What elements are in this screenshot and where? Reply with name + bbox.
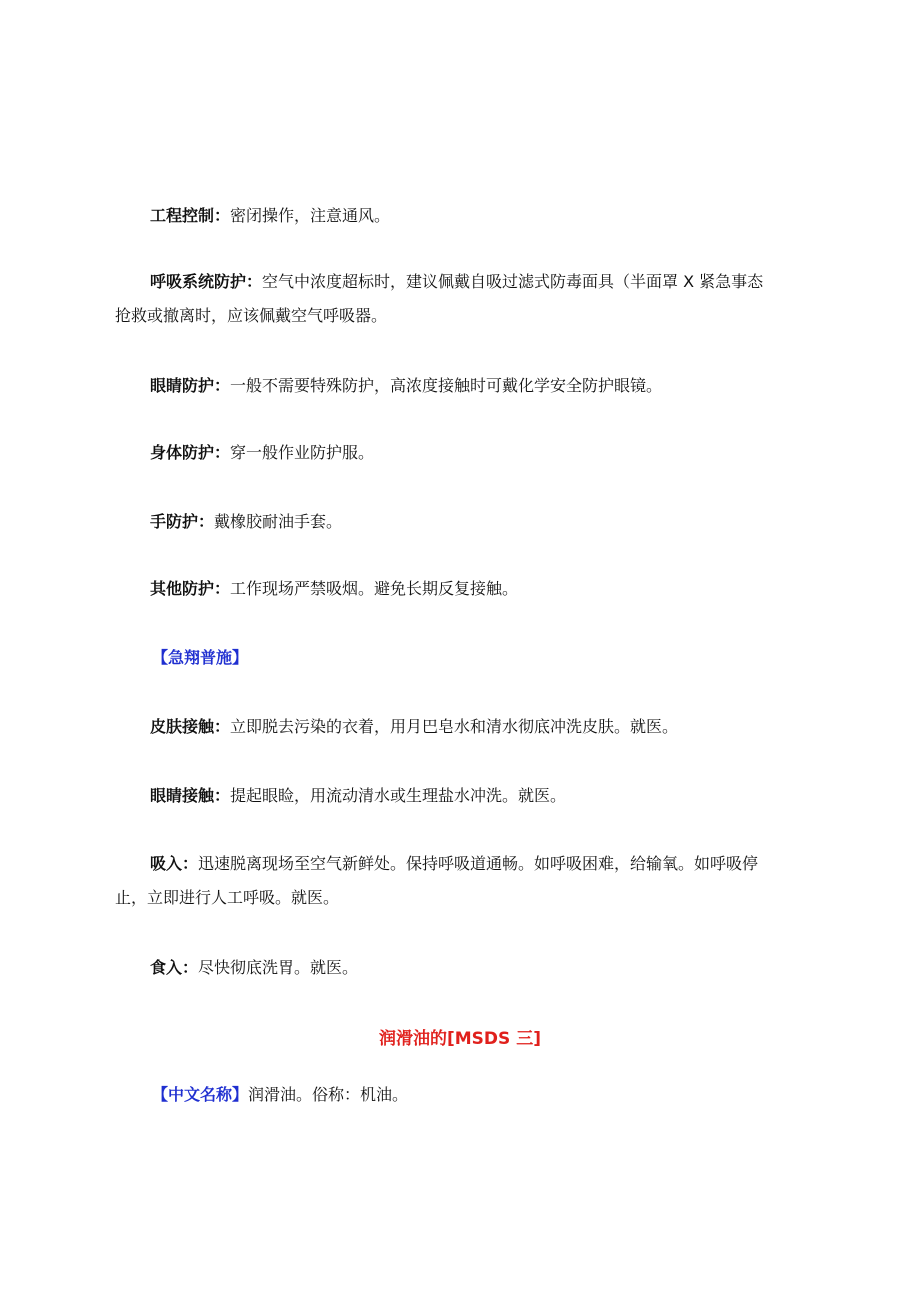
inhalation-text-line1: 迅速脱离现场至空气新鲜处。保持呼吸道通畅。如呼吸困难，给输氧。如呼吸停 <box>198 854 759 873</box>
eye-contact-paragraph <box>150 779 802 813</box>
respiratory-protection-text-line1: 空气中浓度超标时，建议佩戴自吸过滤式防毒面具（半面罩 X 紧急事态 <box>262 272 764 291</box>
first-aid-heading: 【急翔普施】 <box>152 648 249 667</box>
ingestion-text: 尽快彻底洗胃。就医。 <box>198 958 359 977</box>
chinese-name-paragraph <box>152 1078 804 1112</box>
body-protection-text: 穿一般作业防护服。 <box>230 443 375 462</box>
colon: ： <box>182 854 199 873</box>
colon: ： <box>214 579 231 598</box>
colon: ： <box>182 958 199 977</box>
ingestion-paragraph <box>150 951 802 985</box>
hand-protection-paragraph <box>150 505 802 539</box>
eye-protection-text: 一般不需要特殊防护，高浓度接触时可戴化学安全防护眼镜。 <box>230 376 663 395</box>
inhalation-text-line2: 止，立即进行人工呼吸。就医。 <box>115 888 340 907</box>
respiratory-protection-text-line2: 抢救或撤离时，应该佩戴空气呼吸器。 <box>115 306 388 325</box>
inhalation-paragraph <box>115 847 802 915</box>
other-protection-text: 工作现场严禁吸烟。避免长期反复接触。 <box>230 579 519 598</box>
colon: ： <box>246 272 263 291</box>
colon: ： <box>214 206 231 225</box>
colon: ： <box>214 443 231 462</box>
engineering-control-text: 密闭操作，注意通风。 <box>230 206 391 225</box>
chinese-name-text: 润滑油。俗称：机油。 <box>248 1085 409 1104</box>
eye-contact-text: 提起眼睑，用流动清水或生理盐水冲洗。就医。 <box>230 786 567 805</box>
other-protection-paragraph <box>150 572 802 606</box>
hand-protection-text: 戴橡胶耐油手套。 <box>214 512 343 531</box>
chinese-name-label: 【中文名称】 <box>152 1085 249 1104</box>
eye-protection-paragraph <box>150 369 802 403</box>
body-protection-paragraph <box>150 436 802 470</box>
ingestion-label: 食入 <box>150 958 183 977</box>
hand-protection-label: 手防护 <box>150 512 199 531</box>
skin-contact-text: 立即脱去污染的衣着，用月巴皂水和清水彻底冲洗皮肤。就医。 <box>230 717 679 736</box>
colon: ： <box>214 717 231 736</box>
skin-contact-paragraph <box>150 710 802 744</box>
eye-protection-label: 眼睛防护 <box>150 376 215 395</box>
colon: ： <box>214 786 231 805</box>
other-protection-label: 其他防护 <box>150 579 215 598</box>
inhalation-label: 吸入 <box>150 854 183 873</box>
body-protection-label: 身体防护 <box>150 443 215 462</box>
colon: ： <box>198 512 215 531</box>
engineering-control-paragraph <box>150 199 802 233</box>
respiratory-protection-paragraph <box>115 265 802 333</box>
respiratory-protection-label: 呼吸系统防护 <box>150 272 247 291</box>
eye-contact-label: 眼睛接触 <box>150 786 215 805</box>
skin-contact-label: 皮肤接触 <box>150 717 215 736</box>
document-title: 润滑油的[MSDS 三] <box>379 1029 541 1049</box>
engineering-control-label: 工程控制 <box>150 206 215 225</box>
colon: ： <box>214 376 231 395</box>
